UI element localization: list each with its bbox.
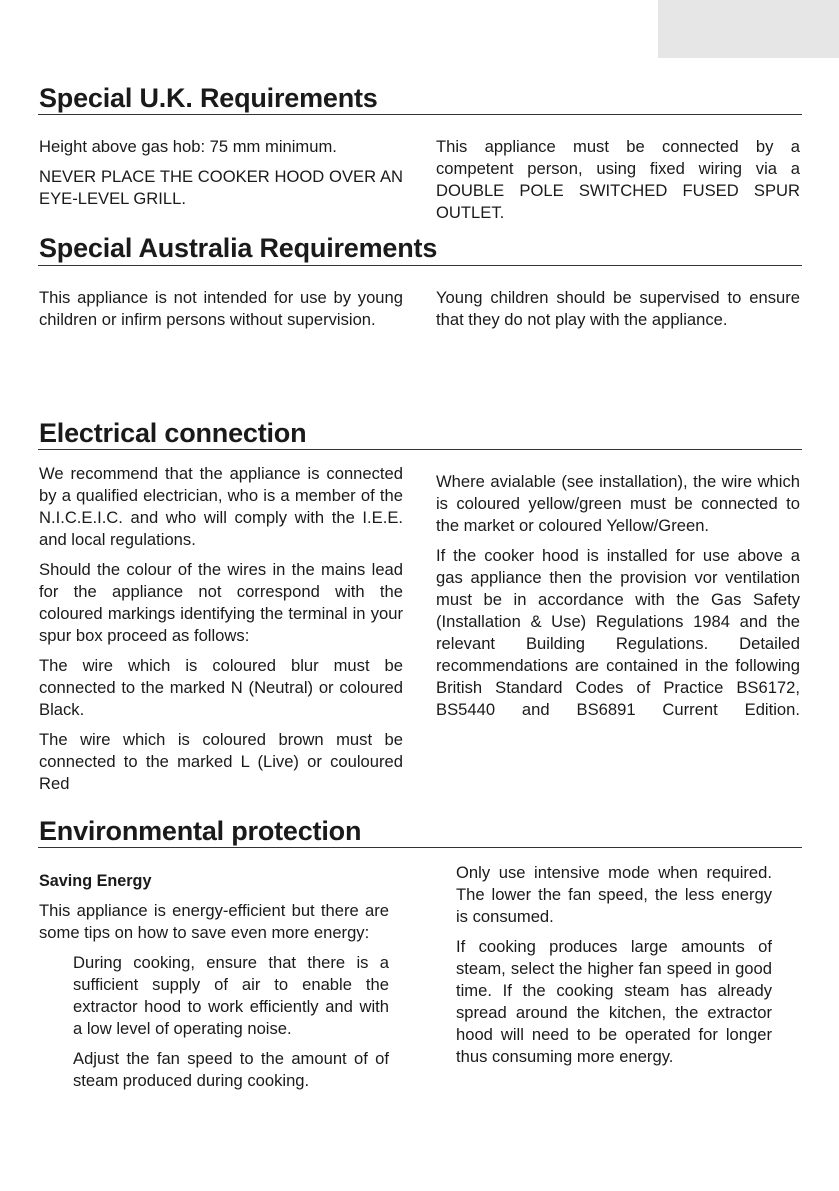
gas-ventilation-text: If the cooker hood is installed for use above a gas appliance then the provision vor ventilation must be in accordance with the Gas Safety (Installation & Use) Regulations 1984 and the relevant Building Regulations. Detailed recommendations are contained in the following British Standard Codes of Practice BS6172, BS5440 and BS6891 Current Edition. xyxy=(436,546,800,719)
saving-energy-subheading: Saving Energy xyxy=(39,872,152,890)
wire-colours-text: Should the colour of the wires in the mains lead for the appliance not correspond with the coloured markings identifying the terminal in your spur box proceed as follows: xyxy=(39,560,403,645)
australia-requirements-heading: Special Australia Requirements xyxy=(39,233,438,263)
electrical-right-column xyxy=(436,471,800,729)
energy-intro-text: This appliance is energy-efficient but there are some tips on how to save even more energy: xyxy=(39,901,389,942)
uk-grill-warning-text: NEVER PLACE THE COOKER HOOD OVER AN EYE-LEVEL GRILL. xyxy=(39,167,403,208)
uk-heading-rule xyxy=(38,114,802,115)
uk-right-column xyxy=(436,136,800,232)
environment-left-column xyxy=(39,870,389,1100)
electrical-heading-rule xyxy=(38,449,802,450)
environmental-protection-heading: Environmental protection xyxy=(39,816,362,846)
air-supply-tip: During cooking, ensure that there is a sufficient supply of air to enable the extractor hood to work efficiently and with a low level of operating noise. xyxy=(73,953,389,1038)
page-tab xyxy=(658,0,839,58)
electrician-text: We recommend that the appliance is connected by a qualified electrician, who is a member of the N.I.C.E.I.C. and who will comply with the I.E.E. and local regulations. xyxy=(39,464,403,549)
earth-wire-text: Where avialable (see installation), the wire which is coloured yellow/green must be connected to the market or coloured Yellow/Green. xyxy=(436,472,800,535)
neutral-wire-text: The wire which is coloured blur must be connected to the marked N (Neutral) or coloured Black. xyxy=(39,656,403,719)
australia-heading-rule xyxy=(38,265,802,266)
live-wire-text: The wire which is coloured brown must be connected to the marked L (Live) or couloured Red xyxy=(39,730,403,793)
australia-infirm-text: This appliance is not intended for use by young children or infirm persons without supervision. xyxy=(39,288,403,329)
australia-left-column xyxy=(39,287,403,339)
australia-children-text: Young children should be supervised to ensure that they do not play with the appliance. xyxy=(436,288,800,329)
uk-requirements-heading: Special U.K. Requirements xyxy=(39,83,378,113)
uk-wiring-text: This appliance must be connected by a competent person, using fixed wiring via a DOUBLE POLE SWITCHED FUSED SPUR OUTLET. xyxy=(436,137,800,222)
fan-speed-tip: Adjust the fan speed to the amount of of steam produced during cooking. xyxy=(73,1049,389,1090)
uk-hob-height-text: Height above gas hob: 75 mm minimum. xyxy=(39,137,337,156)
environment-right-column xyxy=(456,862,772,1076)
environmental-heading-rule xyxy=(38,847,802,848)
electrical-connection-heading: Electrical connection xyxy=(39,418,307,448)
cooking-steam-tip: If cooking produces large amounts of steam, select the higher fan speed in good time. If the cooking steam has already spread around the kitchen, the extractor hood will need to be operated for longer thus consuming more energy. xyxy=(456,937,772,1066)
uk-left-column xyxy=(39,136,403,218)
electrical-left-column xyxy=(39,463,403,803)
australia-right-column xyxy=(436,287,800,339)
intensive-mode-tip: Only use intensive mode when required. The lower the fan speed, the less energy is consumed. xyxy=(456,863,772,926)
